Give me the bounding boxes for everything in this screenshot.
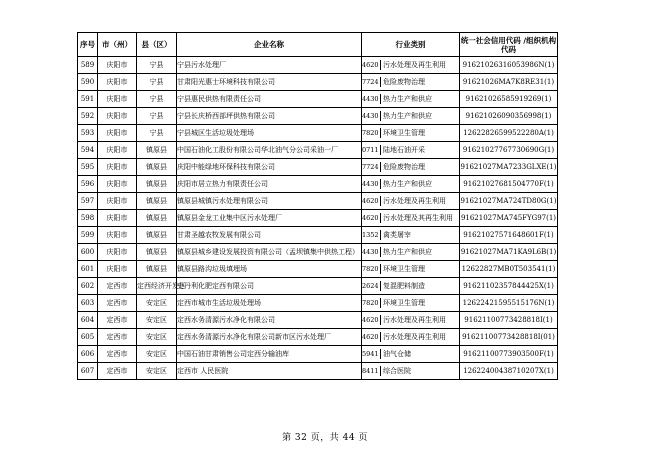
industry-name: 综合医院 [383,367,411,375]
industry-separator [380,145,381,155]
header-county: 县（区） [137,33,177,57]
table-row [78,295,558,312]
header-city: 市（州） [98,33,137,57]
row-credit-code: 91621100773428818I(1) [460,312,558,329]
industry-code: 1352 [362,231,379,239]
row-city: 庆阳市 [98,108,137,125]
row-credit-code: 91621026090356998(1) [460,108,558,125]
industry-code: 4430 [362,180,379,188]
row-industry [362,227,460,244]
header-industry: 行业类别 [362,33,460,57]
row-seq: 601 [78,261,98,278]
row-county: 安定区 [137,295,177,312]
industry-code: 7724 [362,78,379,86]
row-city: 庆阳市 [98,261,137,278]
row-industry [362,210,460,227]
industry-name: 污水处理及其再生利用 [383,214,453,222]
industry-name: 危险废物治理 [383,78,425,86]
row-credit-code: 12622827MB0T503541(1) [460,261,558,278]
header-credit-code: 统一社会信用代码 /组织机构代码 [460,33,558,57]
row-credit-code: 91621027MA745FYG97(1) [460,210,558,227]
row-city: 庆阳市 [98,91,137,108]
table-row [78,346,558,363]
row-city: 庆阳市 [98,210,137,227]
industry-name: 热力生产和供应 [383,248,432,256]
row-company: 定西市 人民医院 [177,363,362,380]
industry-name: 禽类屠宰 [383,231,411,239]
industry-separator [380,162,381,172]
row-seq: 605 [78,329,98,346]
row-credit-code: 91621102357844425X(1) [460,278,558,295]
row-city: 定西市 [98,295,137,312]
row-seq: 604 [78,312,98,329]
row-county: 宁县 [137,108,177,125]
row-company: 宁县长庆桥西部坪供热有限公司 [177,108,362,125]
table-row [78,227,558,244]
row-company: 镇原县路沟垃圾填埋场 [177,261,362,278]
industry-name: 污水处理及再生利用 [383,316,446,324]
row-county: 镇原县 [137,142,177,159]
row-company: 中国石油甘肃销售公司定西分输油库 [177,346,362,363]
row-company: 甘肃圣越农牧发展有限公司 [177,227,362,244]
industry-separator [380,60,381,70]
row-seq: 607 [78,363,98,380]
industry-separator [380,77,381,87]
row-seq: 594 [78,142,98,159]
table-header-row [78,33,558,57]
industry-name: 陆地石油开采 [383,146,425,154]
industry-separator [380,179,381,189]
table-row [78,142,558,159]
row-county: 宁县 [137,74,177,91]
row-company: 定西水务清源污水净化有限公司 [177,312,362,329]
row-city: 定西市 [98,363,137,380]
row-seq: 590 [78,74,98,91]
row-credit-code: 91621027681504770F(1) [460,176,558,193]
row-city: 定西市 [98,278,137,295]
row-industry [362,91,460,108]
row-county: 安定区 [137,312,177,329]
row-city: 定西市 [98,329,137,346]
row-county: 镇原县 [137,227,177,244]
industry-code: 4430 [362,112,379,120]
industry-name: 油气仓储 [383,350,411,358]
row-company: 镇原县金龙工业集中区污水处理厂 [177,210,362,227]
row-city: 定西市 [98,346,137,363]
row-industry [362,193,460,210]
industry-name: 热力生产和供应 [383,112,432,120]
industry-separator [380,94,381,104]
row-industry [362,108,460,125]
table-row [78,261,558,278]
row-industry [362,312,460,329]
industry-name: 热力生产和供应 [383,180,432,188]
industry-name: 污水处理及再生利用 [383,197,446,205]
industry-code: 4430 [362,95,379,103]
industry-code: 7820 [362,299,379,307]
table-row [78,193,558,210]
row-county: 镇原县 [137,193,177,210]
row-credit-code: 12622421595515176N(1) [460,295,558,312]
enterprise-table [77,32,558,380]
industry-separator [380,247,381,257]
industry-name: 热力生产和供应 [383,95,432,103]
row-county: 镇原县 [137,261,177,278]
industry-separator [380,213,381,223]
industry-name: 环境卫生管理 [383,129,425,137]
row-industry [362,363,460,380]
row-seq: 595 [78,159,98,176]
industry-separator [380,366,381,376]
row-company: 定西水务清源污水净化有限公司新市区污水处理厂 [177,329,362,346]
row-seq: 603 [78,295,98,312]
row-industry [362,176,460,193]
row-industry [362,261,460,278]
row-seq: 597 [78,193,98,210]
row-company: 宁县惠民供热有限责任公司 [177,91,362,108]
row-city: 庆阳市 [98,57,137,74]
row-credit-code: 91621100773428818I(01) [460,329,558,346]
industry-code: 7820 [362,265,379,273]
row-credit-code: 91621027MA724TD80G(1) [460,193,558,210]
industry-code: 2624 [362,282,379,290]
industry-code: 4620 [362,316,379,324]
industry-name: 危险废物治理 [383,163,425,171]
row-credit-code: 91621100773903500F(1) [460,346,558,363]
industry-code: 4620 [362,61,379,69]
row-seq: 599 [78,227,98,244]
row-credit-code: 12622826599522280A(1) [460,125,558,142]
row-seq: 592 [78,108,98,125]
row-industry [362,57,460,74]
row-credit-code: 91621026585919269(1) [460,91,558,108]
row-seq: 606 [78,346,98,363]
row-county: 宁县 [137,125,177,142]
header-company: 企业名称 [177,33,362,57]
row-industry [362,278,460,295]
row-company: 镇原县城镇污水处理有限公司 [177,193,362,210]
row-credit-code: 91621026MA7K8RE31(1) [460,74,558,91]
industry-separator [380,111,381,121]
row-county: 镇原县 [137,176,177,193]
row-industry [362,74,460,91]
row-company: 定西市城市生活垃圾处理场 [177,295,362,312]
row-company: 宁县城区生活垃圾处理场 [177,125,362,142]
row-city: 庆阳市 [98,244,137,261]
industry-code: 7820 [362,129,379,137]
industry-separator [380,230,381,240]
row-company: 庆阳中能绿地环保科技有限公司 [177,159,362,176]
table-row [78,57,558,74]
row-seq: 596 [78,176,98,193]
row-company: 甘肃阳光惠士环境科技有限公司 [177,74,362,91]
row-county: 定西经济开发区 [137,278,177,295]
industry-separator [380,332,381,342]
row-city: 庆阳市 [98,176,137,193]
row-county: 镇原县 [137,159,177,176]
industry-name: 复混肥料制造 [383,282,425,290]
table-row [78,210,558,227]
row-industry [362,244,460,261]
row-county: 安定区 [137,346,177,363]
row-seq: 602 [78,278,98,295]
industry-code: 4430 [362,248,379,256]
industry-code: 4620 [362,333,379,341]
row-seq: 591 [78,91,98,108]
industry-code: 5941 [362,350,379,358]
row-city: 庆阳市 [98,193,137,210]
table-row [78,329,558,346]
row-city: 庆阳市 [98,159,137,176]
industry-name: 污水处理及再生利用 [383,61,446,69]
table-row [78,363,558,380]
row-city: 庆阳市 [98,125,137,142]
row-credit-code: 91621027767730690G(1) [460,142,558,159]
row-credit-code: 12622400438710207X(1) [460,363,558,380]
row-industry [362,142,460,159]
row-company: 庆阳市居立热力有限责任公司 [177,176,362,193]
row-county: 安定区 [137,363,177,380]
industry-name: 污水处理及再生利用 [383,333,446,341]
industry-code: 8411 [362,367,379,375]
industry-separator [380,196,381,206]
table-row [78,244,558,261]
row-city: 庆阳市 [98,227,137,244]
table-row [78,108,558,125]
table-row [78,278,558,295]
industry-separator [380,128,381,138]
row-credit-code: 91621027MA7233GLXE(1) [460,159,558,176]
table-row [78,74,558,91]
row-county: 安定区 [137,329,177,346]
row-company: 中国石油化工股份有限公司华北油气分公司采油一厂 [177,142,362,159]
row-seq: 600 [78,244,98,261]
row-industry [362,125,460,142]
industry-separator [380,298,381,308]
row-credit-code: 91621026316053986N(1) [460,57,558,74]
industry-code: 4620 [362,214,379,222]
row-city: 定西市 [98,312,137,329]
row-company: 宁县污水处理厂 [177,57,362,74]
row-county: 镇原县 [137,210,177,227]
row-credit-code: 91621027MA71KA9L6B(1) [460,244,558,261]
row-industry [362,295,460,312]
row-seq: 593 [78,125,98,142]
table-row [78,159,558,176]
industry-separator [380,349,381,359]
row-county: 宁县 [137,91,177,108]
row-company: 史丹利化肥定西有限公司 [177,278,362,295]
table-row [78,91,558,108]
row-industry [362,159,460,176]
table-row [78,125,558,142]
row-city: 庆阳市 [98,74,137,91]
header-seq: 序号 [78,33,98,57]
industry-name: 环境卫生管理 [383,265,425,273]
industry-code: 0711 [362,146,379,154]
industry-code: 4620 [362,197,379,205]
row-industry [362,346,460,363]
row-city: 庆阳市 [98,142,137,159]
industry-separator [380,315,381,325]
table-row [78,176,558,193]
industry-separator [380,264,381,274]
row-seq: 598 [78,210,98,227]
table-row [78,312,558,329]
industry-code: 7724 [362,163,379,171]
row-company: 镇原县城乡建设发展投资有限公司（孟坝镇集中供热工程） [177,244,362,261]
row-industry [362,329,460,346]
industry-separator [380,281,381,291]
page-footer: 第 32 页，共 44 页 [282,433,368,443]
industry-name: 环境卫生管理 [383,299,425,307]
row-seq: 589 [78,57,98,74]
row-credit-code: 91621027571648601F(1) [460,227,558,244]
row-county: 宁县 [137,57,177,74]
row-county: 镇原县 [137,244,177,261]
